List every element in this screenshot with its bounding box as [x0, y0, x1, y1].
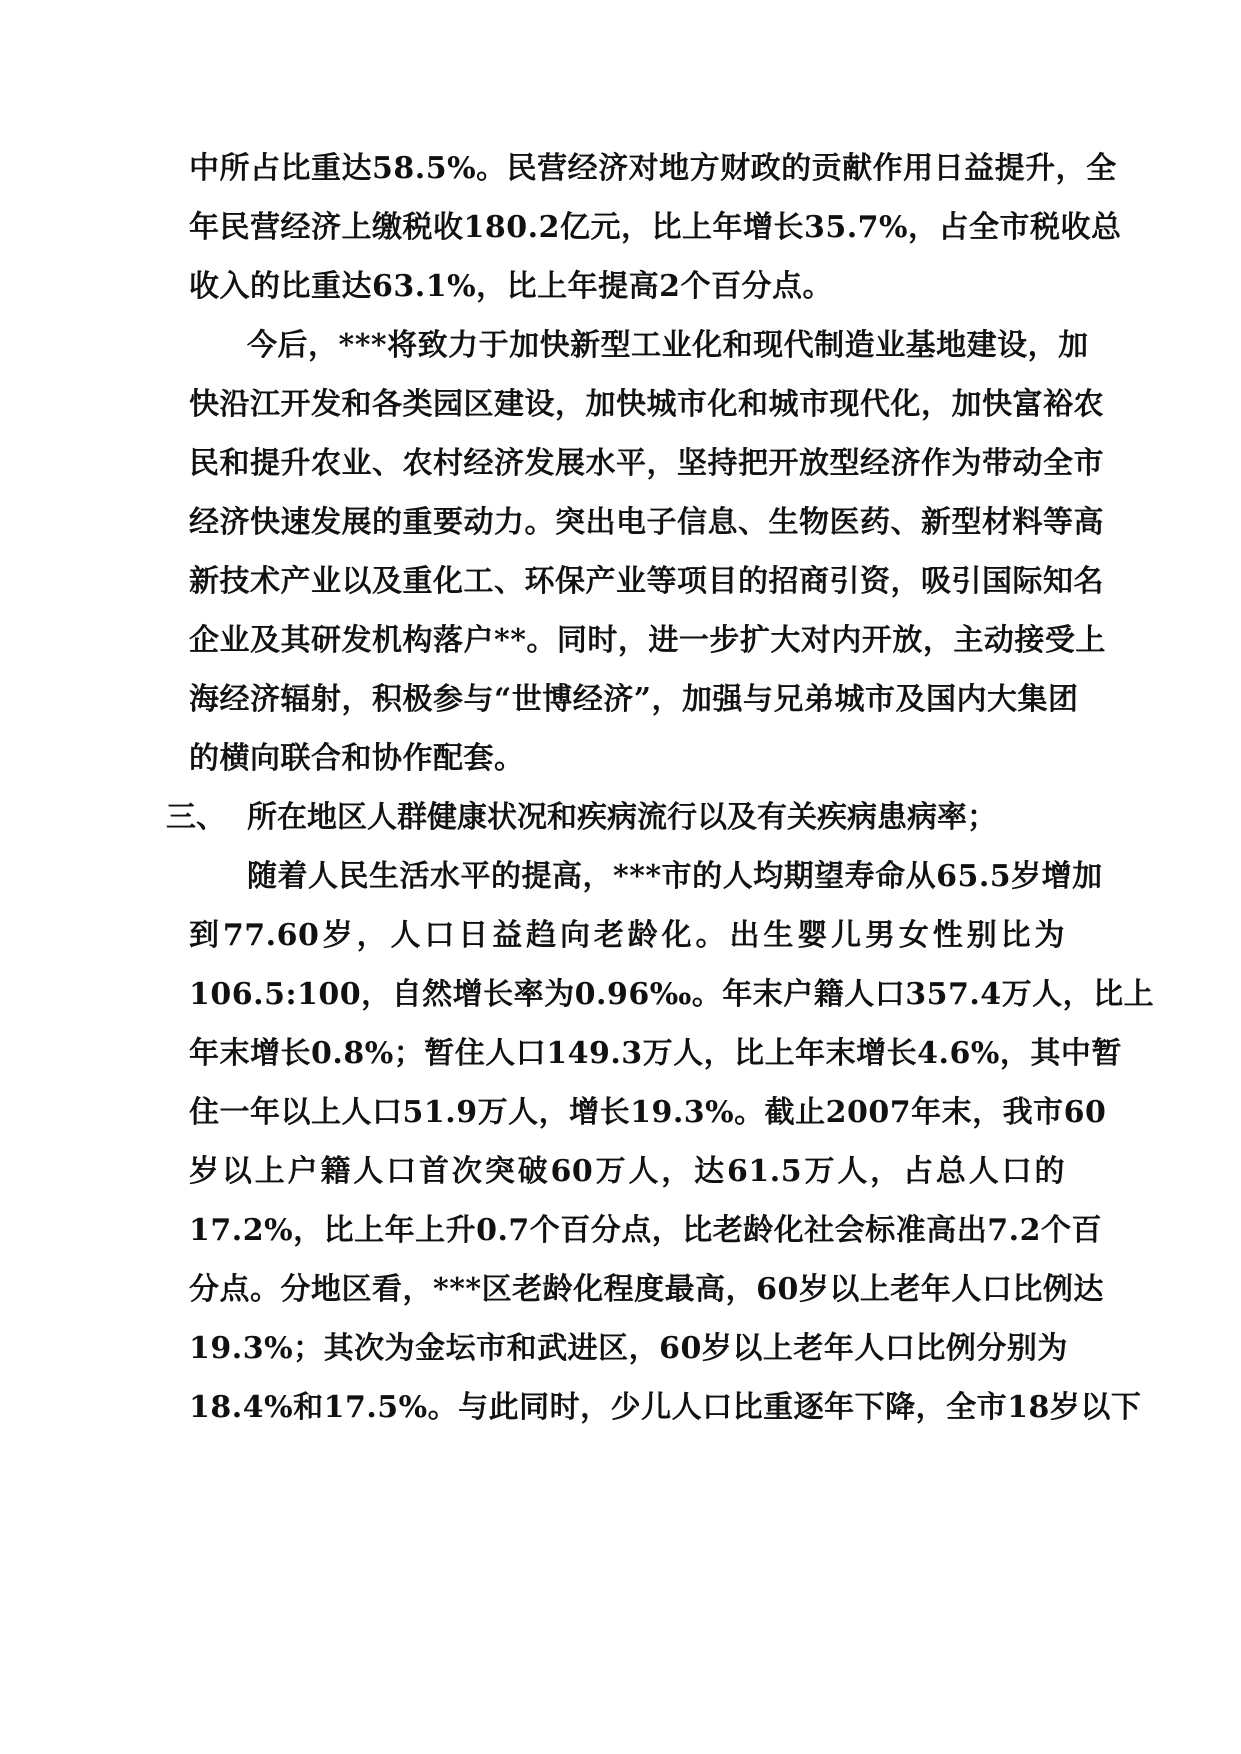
section-number: 三、 [166, 800, 226, 835]
paragraph-line: 分点。分地区看，***区老龄化程度最高，60岁以上老年人口比例达 [189, 1272, 1104, 1307]
paragraph-line: 随着人民生活水平的提高，***市的人均期望寿命从65.5岁增加 [247, 859, 1103, 894]
paragraph-line: 新技术产业以及重化工、环保产业等项目的招商引资，吸引国际知名 [189, 564, 1104, 599]
section-title: 所在地区人群健康状况和疾病流行以及有关疾病患病率； [247, 800, 997, 835]
paragraph-line: 到77.60岁，人口日益趋向老龄化。出生婴儿男女性别比为 [189, 918, 1065, 953]
paragraph-line: 快沿江开发和各类园区建设，加快城市化和城市现代化，加快富裕农 [189, 387, 1104, 422]
paragraph-line: 19.3%；其次为金坛市和武进区，60岁以上老年人口比例分别为 [189, 1331, 1068, 1366]
paragraph-line: 18.4%和17.5%。与此同时，少儿人口比重逐年下降，全市18岁以下 [189, 1390, 1142, 1425]
paragraph-line: 中所占比重达58.5%。民营经济对地方财政的贡献作用日益提升，全 [189, 151, 1117, 186]
paragraph-line: 住一年以上人口51.9万人，增长19.3%。截止2007年末，我市60 [189, 1095, 1107, 1130]
paragraph-line: 岁以上户籍人口首次突破60万人，达61.5万人，占总人口的 [189, 1154, 1065, 1189]
paragraph-line: 的横向联合和协作配套。 [189, 741, 525, 776]
paragraph-line: 收入的比重达63.1%，比上年提高2个百分点。 [189, 269, 833, 304]
paragraph-line: 年民营经济上缴税收180.2亿元，比上年增长35.7%，占全市税收总 [189, 210, 1122, 245]
section-heading [166, 796, 997, 840]
paragraph-line: 民和提升农业、农村经济发展水平，坚持把开放型经济作为带动全市 [189, 446, 1104, 481]
paragraph-line: 企业及其研发机构落户**。同时，进一步扩大对内开放，主动接受上 [189, 623, 1106, 658]
paragraph-line: 年末增长0.8%；暂住人口149.3万人，比上年末增长4.6%，其中暂 [189, 1036, 1122, 1071]
paragraph-line: 海经济辐射，积极参与“世博经济”，加强与兄弟城市及国内大集团 [189, 682, 1079, 717]
paragraph-line: 经济快速发展的重要动力。突出电子信息、生物医药、新型材料等高 [189, 505, 1104, 540]
paragraph-line: 17.2%，比上年上升0.7个百分点，比老龄化社会标准高出7.2个百 [189, 1213, 1102, 1248]
paragraph-line: 今后，***将致力于加快新型工业化和现代制造业基地建设，加 [247, 328, 1089, 363]
paragraph-line: 106.5:100，自然增长率为0.96‰。年末户籍人口357.4万人，比上 [189, 977, 1155, 1012]
